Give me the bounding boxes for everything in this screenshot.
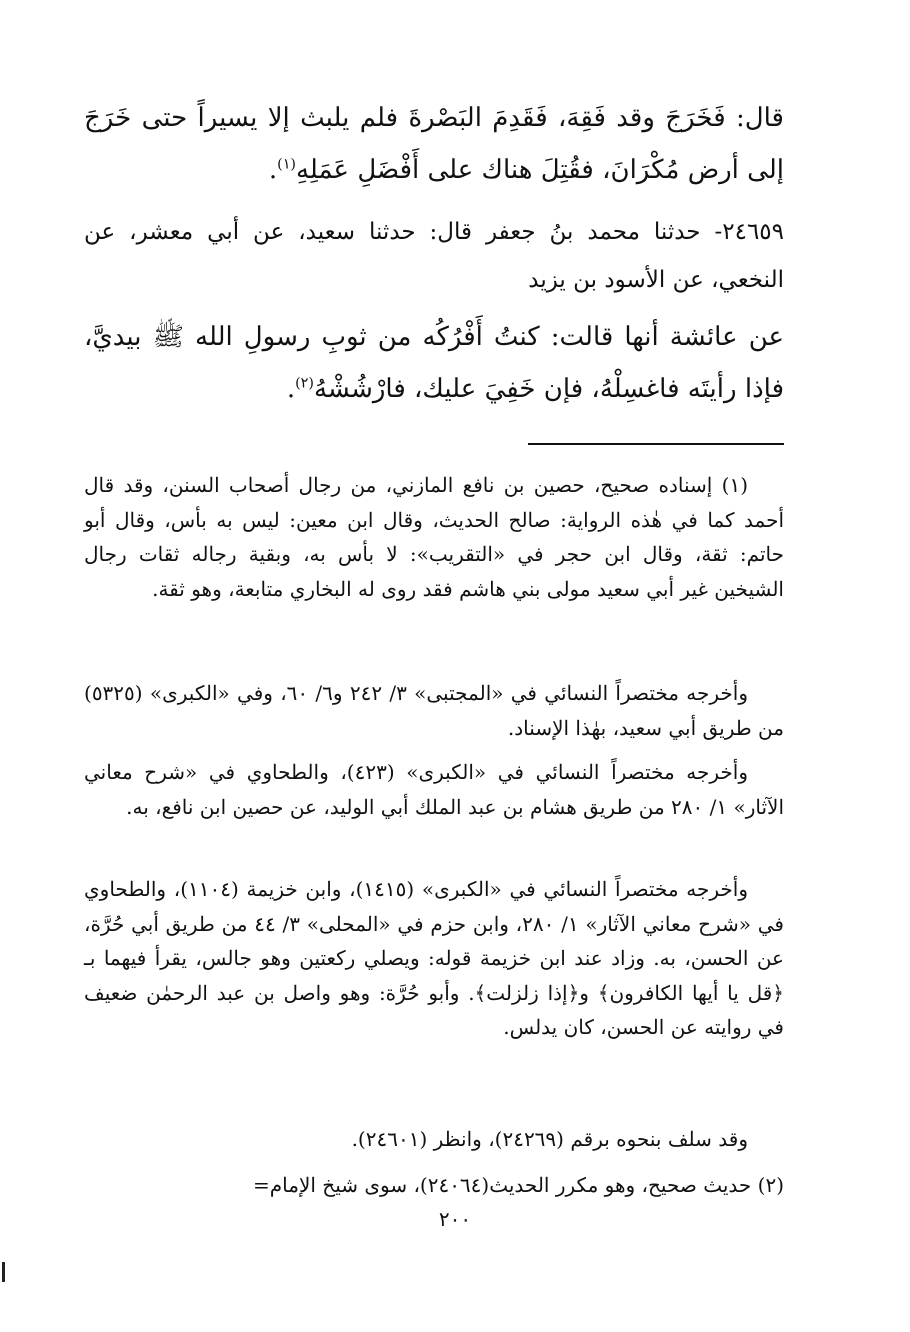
hadith-paragraph-continuation: [84, 92, 784, 196]
paragraph-3-text: عن عائشة أنها قالت: كنتُ أَفْرُكُه من ثوبِ رسولِ الله ﷺ بيديَّ، فإذا رأيتَه فاغسِلْهُ، فإن خَفِيَ عليك، فارْشُشْهُ: [84, 322, 784, 404]
footnote-1-takhrij-ibn-khuzayma: وأخرجه مختصراً النسائي في «الكبرى» (١٤١٥)، وابن خزيمة (١١٠٤)، والطحاوي في «شرح معاني الآثار» ١/ ٢٨٠، وابن حزم في «المحلى» ٣/ ٤٤ من طريق أبي حُرَّة، عن الحسن، به. وزاد عند ابن خزيمة قوله: ويصلي ركعتين وهو جالس، يقرأ فيهما بـ ﴿قل يا أيها الكافرون﴾ و﴿إذا زلزلت﴾. وأبو حُرَّة: وهو واصل بن عبد الرحمٰن ضعيف في روايته عن الحسن، كان يدلس.: [84, 877, 784, 1039]
footnote-separator: [528, 443, 784, 445]
footnote-1-takhrij-nasai: وأخرجه مختصراً النسائي في «المجتبى» ٣/ ٢٤٢ و٦/ ٦٠، وفي «الكبرى» (٥٣٢٥) من طريق أبي سعيد، بهٰذا الإسناد.: [84, 681, 784, 740]
hadith-isnad-24659: ٢٤٦٥٩- حدثنا محمد بنُ جعفر قال: حدثنا سعيد، عن أبي معشر، عن النخعي، عن الأسود بن يزيد: [84, 219, 785, 293]
footnote-ref-1: (١): [277, 156, 296, 173]
footnote-1-cross-reference: وقد سلف بنحوه برقم (٢٤٢٦٩)، وانظر (٢٤٦٠١).: [351, 1127, 748, 1151]
footnote-1-grading: (١) إسناده صحيح، حصين بن نافع المازني، من رجال أصحاب السنن، وقد قال أحمد كما في هٰذه الرواية: صالح الحديث، وقال ابن معين: ليس به بأس، وقال أبو حاتم: ثقة، وقال ابن حجر في «التقريب»: لا بأس به، وبقية رجاله ثقات رجال الشيخين غير أبي سعيد مولى بني هاشم فقد روى له البخاري متابعة، وهو ثقة.: [84, 473, 784, 601]
paragraph-3-end: .: [286, 374, 296, 404]
footnote-2: (٢) حديث صحيح، وهو مكرر الحديث(٢٤٠٦٤)، سوى شيخ الإمام=: [253, 1173, 784, 1197]
paragraph-1-text: قال: فَخَرَجَ وقد فَقِهَ، فَقَدِمَ البَصْرةَ فلم يلبث إلا يسيراً حتى خَرَجَ إلى أرض مُكْرَانَ، فقُتِلَ هناك على أَفْضَلِ عَمَلِهِ: [84, 103, 784, 185]
paragraph-1-end: .: [268, 155, 278, 185]
page-number: ٢٠٠: [438, 1207, 472, 1231]
scan-edge-mark: [2, 1262, 5, 1282]
footnote-ref-2: (٢): [295, 375, 314, 392]
footnote-1-takhrij-tahawi: وأخرجه مختصراً النسائي في «الكبرى» (٤٢٣)، والطحاوي في «شرح معاني الآثار» ١/ ٢٨٠ من طريق هشام بن عبد الملك أبي الوليد، عن حصين ابن نافع، به.: [84, 760, 784, 819]
hadith-matn-24659: [84, 311, 784, 415]
